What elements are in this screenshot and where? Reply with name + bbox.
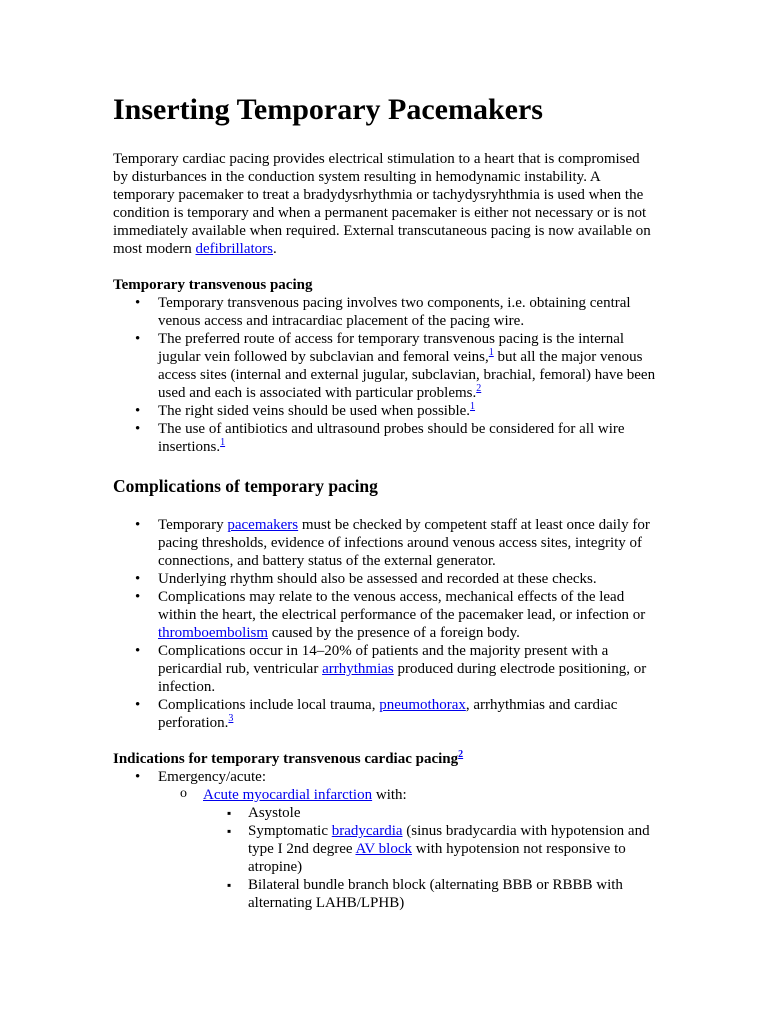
reference-link[interactable]: 1 [470, 401, 476, 412]
indications-heading [113, 750, 658, 768]
intro-text: Temporary cardiac pacing provides electrical stimulation to a heart that is compromised by disturbances in the conduction system resulting in hemodynamic instability. A temporary pacemaker to treat a bradydysrhythmia or tachydysryhthmia is used when the condition is temporary and when a permanent pacemaker is either not necessary or is not immediately available when required. External transcutaneous pacing is now available on most modern [113, 151, 651, 257]
list-item-text: Symptomatic [248, 823, 332, 839]
defibrillators-link[interactable]: defibrillators [195, 241, 273, 257]
list-item-text: Complications may relate to the venous access, mechanical effects of the lead within the heart, the electrical performance of the pacemaker lead, or infection or [158, 589, 646, 623]
indications-heading-text: Indications for temporary transvenous cardiac pacing [113, 751, 459, 767]
reference-link[interactable]: 3 [228, 713, 234, 724]
thromboembolism-link[interactable]: thromboembolism [158, 625, 268, 641]
list-item-text: Temporary transvenous pacing involves two components, i.e. obtaining central venous access and intracardiac placement of the pacing wire. [158, 295, 631, 329]
indications-subsublist [203, 804, 658, 912]
list-item-text: with hypotension not responsive to atropine) [248, 841, 626, 875]
page-title: Inserting Temporary Pacemakers [113, 93, 543, 126]
list-item [248, 804, 658, 822]
list-item-text: produced during electrode positioning, or infection. [158, 661, 647, 695]
arrhythmias-link[interactable]: arrhythmias [322, 661, 394, 677]
list-item-text: with: [372, 787, 407, 803]
indications-list [113, 768, 658, 912]
list-item [158, 294, 658, 330]
list-item-text: , arrhythmias and cardiac perforation. [158, 697, 618, 731]
list-item-text: Underlying rhythm should also be assessed and recorded at these checks. [158, 571, 597, 587]
list-item [203, 786, 658, 912]
list-item [158, 588, 658, 642]
document-content [113, 90, 658, 912]
intro-paragraph [113, 150, 658, 258]
indications-sublist [158, 786, 658, 912]
list-item [158, 570, 658, 588]
list-item [158, 402, 658, 420]
list-item [158, 768, 658, 912]
av-block-link[interactable]: AV block [355, 841, 413, 857]
pneumothorax-link[interactable]: pneumothorax [379, 697, 466, 713]
list-item [158, 516, 658, 570]
list-item-text: Complications occur in 14–20% of patients and the majority present with a pericardial rub, ventricular [158, 643, 609, 677]
list-item [248, 822, 658, 876]
reference-link[interactable]: 2 [458, 749, 464, 760]
list-item [158, 696, 658, 732]
acute-myocardial-infarction-link[interactable]: Acute myocardial infarction [203, 787, 373, 803]
list-item-text: The right sided veins should be used when possible. [158, 403, 471, 419]
list-item-text: Bilateral bundle branch block (alternating BBB or RBBB with alternating LAHB/LPHB) [248, 877, 623, 911]
pacemakers-link[interactable]: pacemakers [227, 517, 299, 533]
intro-end: . [272, 241, 277, 257]
list-item-text: Temporary [158, 517, 228, 533]
list-item [158, 642, 658, 696]
transvenous-heading: Temporary transvenous pacing [113, 277, 313, 293]
list-item [158, 330, 658, 402]
complications-heading: Complications of temporary pacing [113, 476, 378, 496]
list-item-text: Asystole [248, 805, 301, 821]
reference-link[interactable]: 2 [476, 383, 482, 394]
list-item-text: but all the major venous access sites (internal and external jugular, subclavian, brachial, femoral) have been used and each is associated with particular problems. [158, 349, 656, 401]
list-item-text: The preferred route of access for temporary transvenous pacing is the internal jugular vein followed by subclavian and femoral veins, [158, 331, 625, 365]
list-item-text: Emergency/acute: [158, 769, 267, 785]
bradycardia-link[interactable]: bradycardia [331, 823, 403, 839]
list-item-text: must be checked by competent staff at least once daily for pacing thresholds, evidence of infections around venous access sites, integrity of connections, and battery status of the external generator. [158, 517, 650, 569]
list-item-text: (sinus bradycardia with hypotension and type I 2nd degree [248, 823, 650, 857]
transvenous-list [113, 294, 658, 456]
list-item [248, 876, 658, 912]
list-item [158, 420, 658, 456]
reference-link[interactable]: 1 [220, 437, 226, 448]
list-item-text: The use of antibiotics and ultrasound probes should be considered for all wire insertions. [158, 421, 625, 455]
list-item-text: Complications include local trauma, [158, 697, 380, 713]
reference-link[interactable]: 1 [488, 347, 494, 358]
complications-list [113, 516, 658, 732]
list-item-text: caused by the presence of a foreign body. [268, 625, 520, 641]
